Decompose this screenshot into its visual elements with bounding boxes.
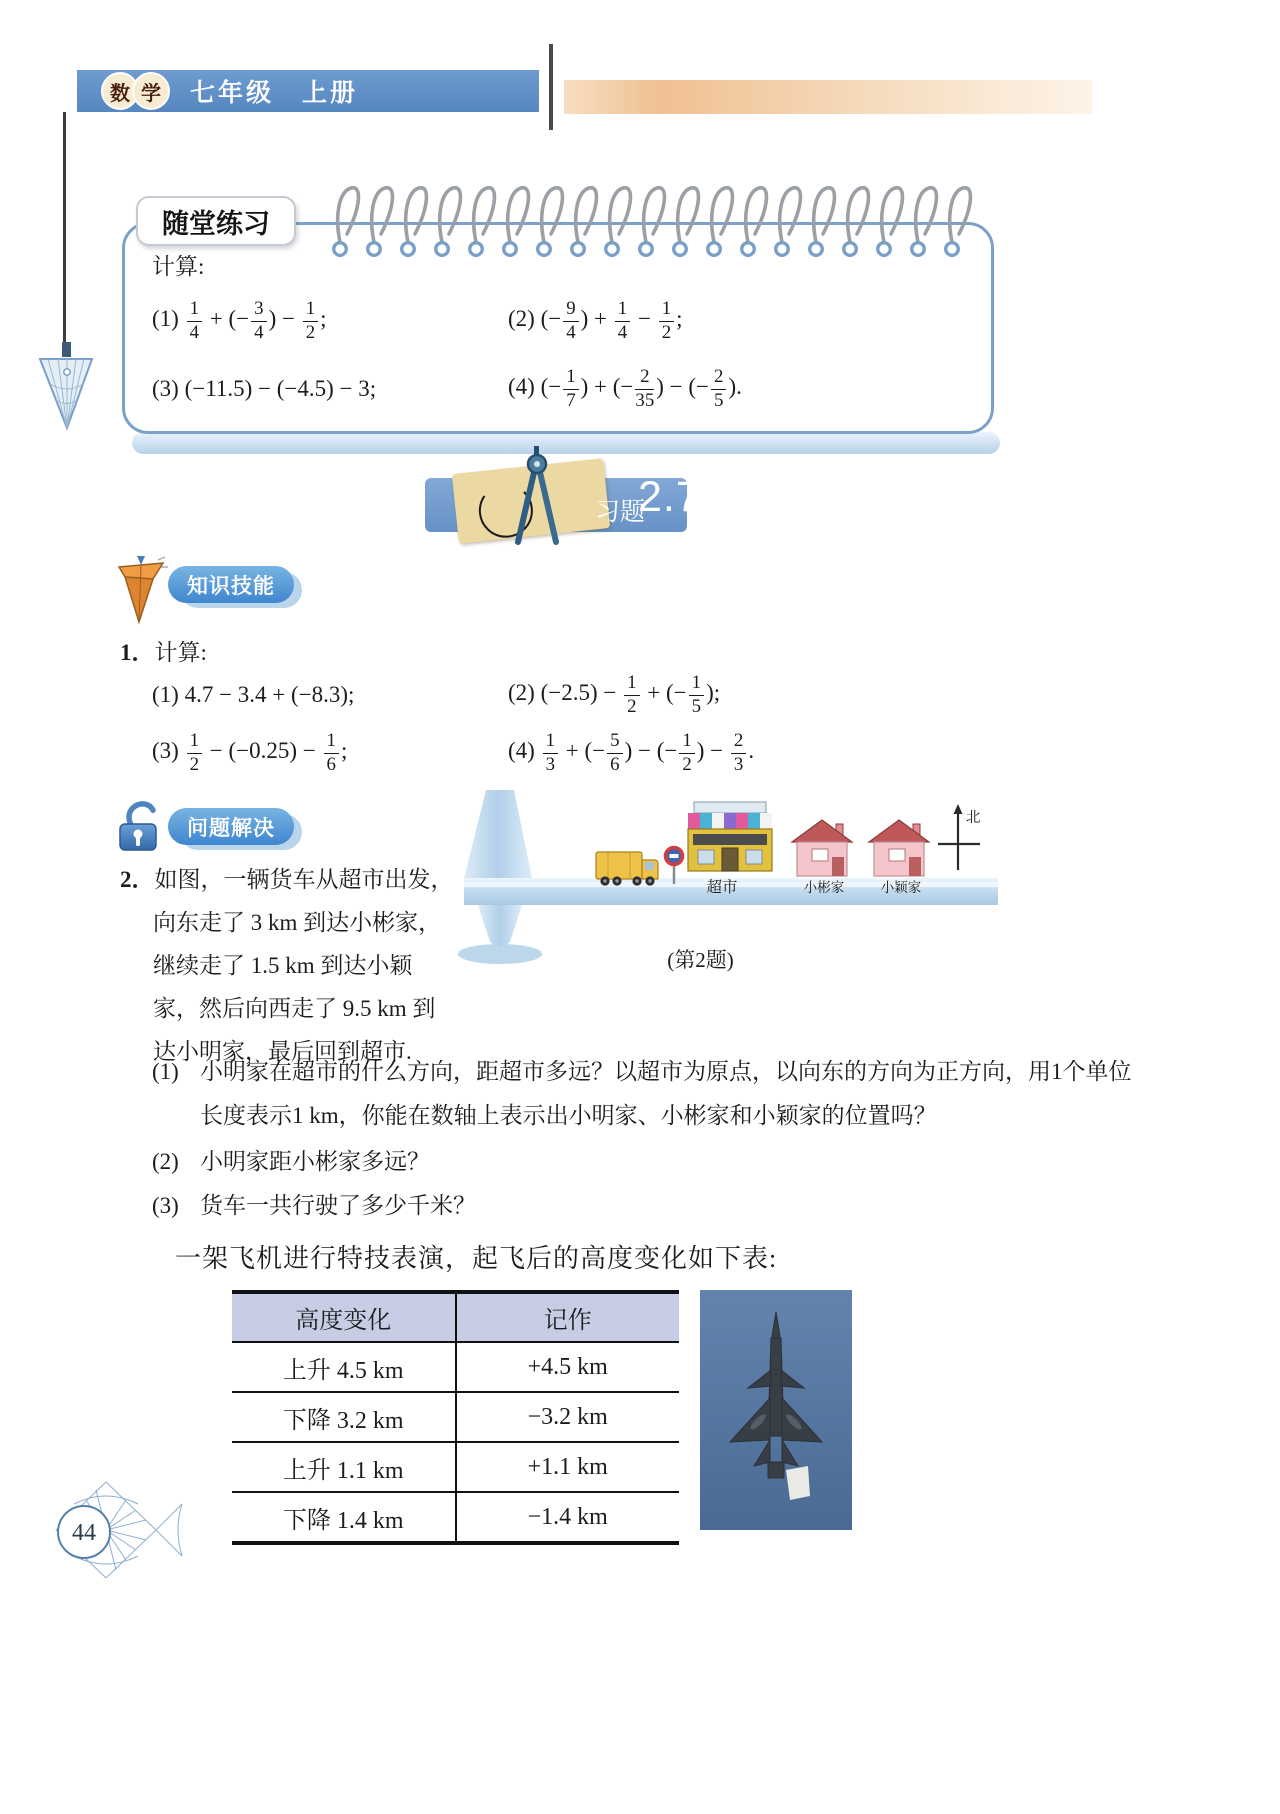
practice-problem-3: (3) (−11.5) − (−4.5) − 3;	[152, 376, 377, 401]
banner-number: 2.7	[638, 473, 701, 521]
figure-caption: (第2题)	[667, 948, 734, 972]
table-row	[232, 1342, 679, 1392]
table-row	[232, 1392, 679, 1442]
lock-icon	[110, 796, 168, 854]
table-row	[232, 1442, 679, 1492]
table-cell: −3.2 km	[456, 1392, 680, 1442]
table-cell: +1.1 km	[456, 1442, 680, 1492]
drafting-compass-icon	[498, 444, 574, 550]
knowledge-row-1	[152, 664, 1040, 726]
table-row	[232, 1492, 679, 1543]
supermarket-icon	[688, 802, 772, 871]
airplane-intro: 一架飞机进行特技表演，起飞后的高度变化如下表:	[175, 1244, 778, 1273]
knowledge-prompt: 计算:	[154, 640, 207, 665]
practice-prompt: 计算:	[152, 254, 205, 279]
kite-icon	[114, 554, 168, 626]
jet-photo	[700, 1290, 852, 1530]
solving-pill: 问题解决	[168, 808, 294, 845]
house1-icon	[792, 820, 852, 876]
label-house2: 小颖家	[880, 880, 922, 895]
spiral-binding	[330, 178, 982, 264]
label-supermarket: 超市	[706, 879, 738, 896]
table-header-row	[232, 1292, 679, 1342]
knowledge-problem-2: (2) (−2.5) − $\frac{1}{2}$ + (− $\frac{1}{5}$ );	[508, 671, 721, 717]
banner-label: 习题	[595, 498, 646, 526]
knowledge-item	[120, 634, 207, 667]
knowledge-problem-4: (4) $\frac{1}{3}$ + (− $\frac{5}{6}$ ) − (− $\frac{1}{2}$ ) − $\frac{2}{3}$ .	[508, 729, 755, 775]
practice-row-1	[152, 288, 980, 354]
compass-north-icon	[938, 804, 981, 870]
table-cell: 上升 4.5 km	[232, 1342, 456, 1392]
table-cell: 下降 3.2 km	[232, 1392, 456, 1442]
page-title: 七年级 上册	[190, 79, 359, 107]
knowledge-problem-1: (1) 4.7 − 3.4 + (−8.3);	[152, 682, 355, 707]
fish-logo	[44, 1468, 194, 1578]
knowledge-num: 1．	[120, 640, 155, 665]
vertical-road	[464, 790, 532, 878]
header-accent-bar	[564, 80, 1092, 114]
knowledge-row-2	[152, 720, 1080, 786]
practice-problem-1: (1) $\frac{1}{4}$ + (− $\frac{3}{4}$ ) − $\frac{1}{2}$ ;	[152, 297, 327, 343]
knowledge-problem-3: (3) $\frac{1}{2}$ − (−0.25) − $\frac{1}{6}$ ;	[152, 729, 348, 775]
practice-label: 随堂练习	[136, 196, 296, 246]
table-header-notation: 记作	[456, 1292, 680, 1342]
table-cell: 上升 1.1 km	[232, 1442, 456, 1492]
table-header-change: 高度变化	[232, 1292, 456, 1342]
header-bar	[77, 70, 539, 112]
road-shadow	[458, 944, 542, 964]
practice-row-2	[152, 356, 1000, 422]
table-cell: +4.5 km	[527, 1353, 608, 1380]
road-scene-figure	[450, 790, 1010, 968]
practice-problem-2: (2) (− $\frac{9}{4}$ ) + $\frac{1}{4}$ − $\frac{1}{2}$ ;	[508, 297, 683, 343]
practice-problem-4: (4) (− $\frac{1}{7}$ ) + (− $\frac{2}{35}$ ) − (− $\frac{2}{5}$ ).	[508, 365, 742, 411]
question-1: (1) 小明家在超市的什么方向，距超市多远？以超市为原点，以向东的方向为正方向，用1个单位长度表示1 km，你能在数轴上表示出小明家、小彬家和小颖家的位置吗？	[152, 1059, 1132, 1128]
page-number: 44	[72, 1520, 96, 1546]
table-cell: −1.4 km	[456, 1492, 680, 1543]
question-2: (2) 小明家距小彬家多远？	[152, 1149, 430, 1174]
question-3: (3) 货车一共行驶了多少千米？	[152, 1193, 476, 1218]
vertical-road-lower	[478, 905, 522, 947]
table-cell: 下降 1.4 km	[232, 1492, 456, 1543]
altitude-table	[232, 1290, 679, 1545]
subject-badge	[101, 72, 170, 110]
badge-char-1: 数	[101, 72, 139, 110]
house2-icon	[869, 820, 929, 876]
label-north: 北	[966, 810, 981, 826]
protractor-icon	[34, 342, 98, 434]
label-house1: 小彬家	[803, 880, 845, 895]
header-divider	[549, 44, 553, 130]
badge-char-2: 学	[132, 72, 170, 110]
knowledge-pill: 知识技能	[168, 566, 294, 603]
hanging-string	[63, 112, 66, 344]
problem-2-num: 2．	[120, 867, 155, 892]
problem-2-text: 2．如图，一辆货车从超市出发， 向东走了 3 km 到达小彬家， 继续走了 1.5 km 到达小颖 家，然后向西走了 9.5 km 到 达小明家，最后回到超市.	[120, 867, 454, 1064]
